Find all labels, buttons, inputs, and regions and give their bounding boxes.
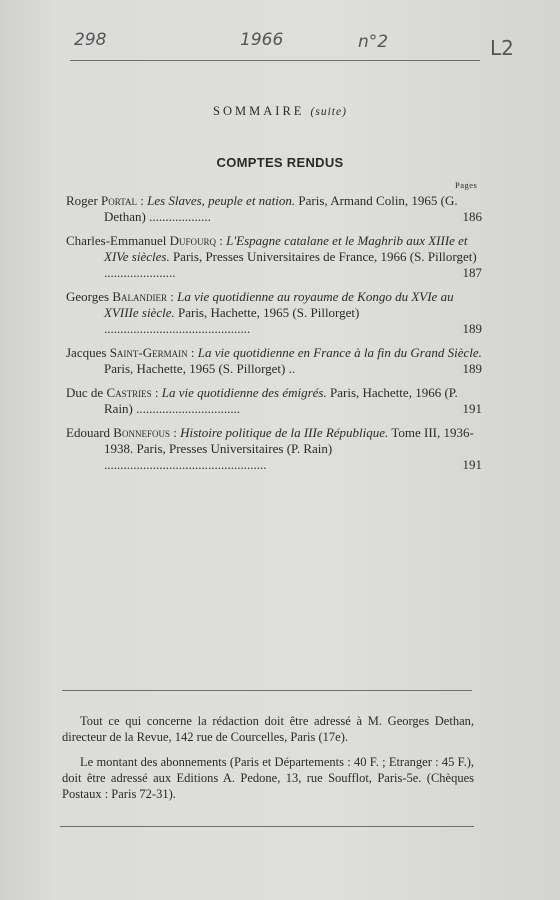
list-item: Roger Portal : Les Slaves, peuple et nation. Paris, Armand Colin, 1965 (G. Dethan) ................... 186 xyxy=(66,193,482,224)
page-number: 191 xyxy=(462,401,482,416)
book-title: La vie quotidienne au royaume de Kongo du XVIe au XVIIIe siècle. xyxy=(104,289,454,320)
author-last-name: Bonnefous xyxy=(113,425,170,440)
handwritten-underline xyxy=(70,60,480,61)
handwritten-issue: n°2 xyxy=(358,32,389,52)
page-number: 187 xyxy=(462,265,482,280)
heading-title: SOMMAIRE xyxy=(213,104,305,118)
page-number: 189 xyxy=(462,361,482,376)
list-item: Edouard Bonnefous : Histoire politique de la IIIe République. Tome III, 1936-1938. Paris, Presses Universitaires (P. Rain) .................................................. 191 xyxy=(66,425,482,472)
author-first-name: Edouard xyxy=(66,425,111,440)
list-item: Duc de Castries : La vie quotidienne des émigrés. Paris, Hachette, 1966 (P. Rain) ................................ 191 xyxy=(66,385,482,416)
author-first-name: Roger xyxy=(66,193,98,208)
book-title: L'Espagne catalane et le Maghrib aux XIIIe et XIVe siècles. xyxy=(104,233,468,264)
review-list xyxy=(66,193,482,481)
book-title: Les Slaves, peuple et nation. xyxy=(147,193,296,208)
page-heading xyxy=(0,104,560,119)
heading-suffix: (suite) xyxy=(310,106,347,118)
author-first-name: Jacques xyxy=(66,345,107,360)
book-title: La vie quotidienne des émigrés. xyxy=(161,385,327,400)
publication-details: Paris, Armand Colin, 1965 (G. Dethan) ................... xyxy=(104,193,458,224)
book-title: La vie quotidienne en France à la fin du Grand Siècle. xyxy=(197,345,482,360)
publication-details: Paris, Hachette, 1965 (S. Pillorget) ............................................. xyxy=(104,305,360,336)
publication-details: Tome III, 1936-1938. Paris, Presses Universitaires (P. Rain) .................................................. xyxy=(104,425,474,472)
page-number: 186 xyxy=(462,209,482,224)
author-last-name: Balandier xyxy=(112,289,168,304)
publication-details: Paris, Hachette, 1965 (S. Pillorget) .. xyxy=(104,361,296,376)
editorial-notes xyxy=(62,713,474,811)
publication-details: Paris, Hachette, 1966 (P. Rain) ................................ xyxy=(104,385,458,416)
section-title: COMPTES RENDUS xyxy=(216,155,344,170)
pages-column-label: Pages xyxy=(455,180,478,190)
divider xyxy=(62,690,472,691)
author-last-name: Saint-Germain xyxy=(109,345,188,360)
list-item: Charles-Emmanuel Dufourq : L'Espagne catalane et le Maghrib aux XIIIe et XIVe siècles. Paris, Presses Universitaires de France, 1966 (S. Pillorget) ...................... 187 xyxy=(66,233,482,280)
author-first-name: Charles-Emmanuel xyxy=(66,233,167,248)
author-first-name: Duc de xyxy=(66,385,104,400)
handwritten-box-mark: L2 xyxy=(490,36,514,60)
editorial-note: Tout ce qui concerne la rédaction doit être adressé à M. Georges Dethan, directeur de la Revue, 142 rue de Courcelles, Paris (17e). xyxy=(62,714,474,744)
handwritten-year: 1966 xyxy=(240,30,284,50)
author-last-name: Castries xyxy=(106,385,152,400)
handwritten-page-number: 298 xyxy=(74,30,107,50)
publication-details: Paris, Presses Universitaires de France, 1966 (S. Pillorget) ...................... xyxy=(104,249,477,280)
author-last-name: Dufourq xyxy=(169,233,217,248)
list-item: Georges Balandier : La vie quotidienne au royaume de Kongo du XVIe au XVIIIe siècle. Paris, Hachette, 1965 (S. Pillorget) ............................................. 189 xyxy=(66,289,482,336)
page-number: 189 xyxy=(462,321,482,336)
author-first-name: Georges xyxy=(66,289,110,304)
book-title: Histoire politique de la IIIe République. xyxy=(180,425,389,440)
divider xyxy=(60,826,474,827)
author-last-name: Portal xyxy=(101,193,137,208)
subscription-note: Le montant des abonnements (Paris et Départements : 40 F. ; Etranger : 45 F.), doit être adressé aux Editions A. Pedone, 13, rue Soufflot, Paris-5e. (Chèques Postaux : Paris 72-31). xyxy=(62,755,474,801)
list-item: Jacques Saint-Germain : La vie quotidienne en France à la fin du Grand Siècle. Paris, Hachette, 1965 (S. Pillorget) .. 189 xyxy=(66,345,482,376)
page-number: 191 xyxy=(462,457,482,472)
